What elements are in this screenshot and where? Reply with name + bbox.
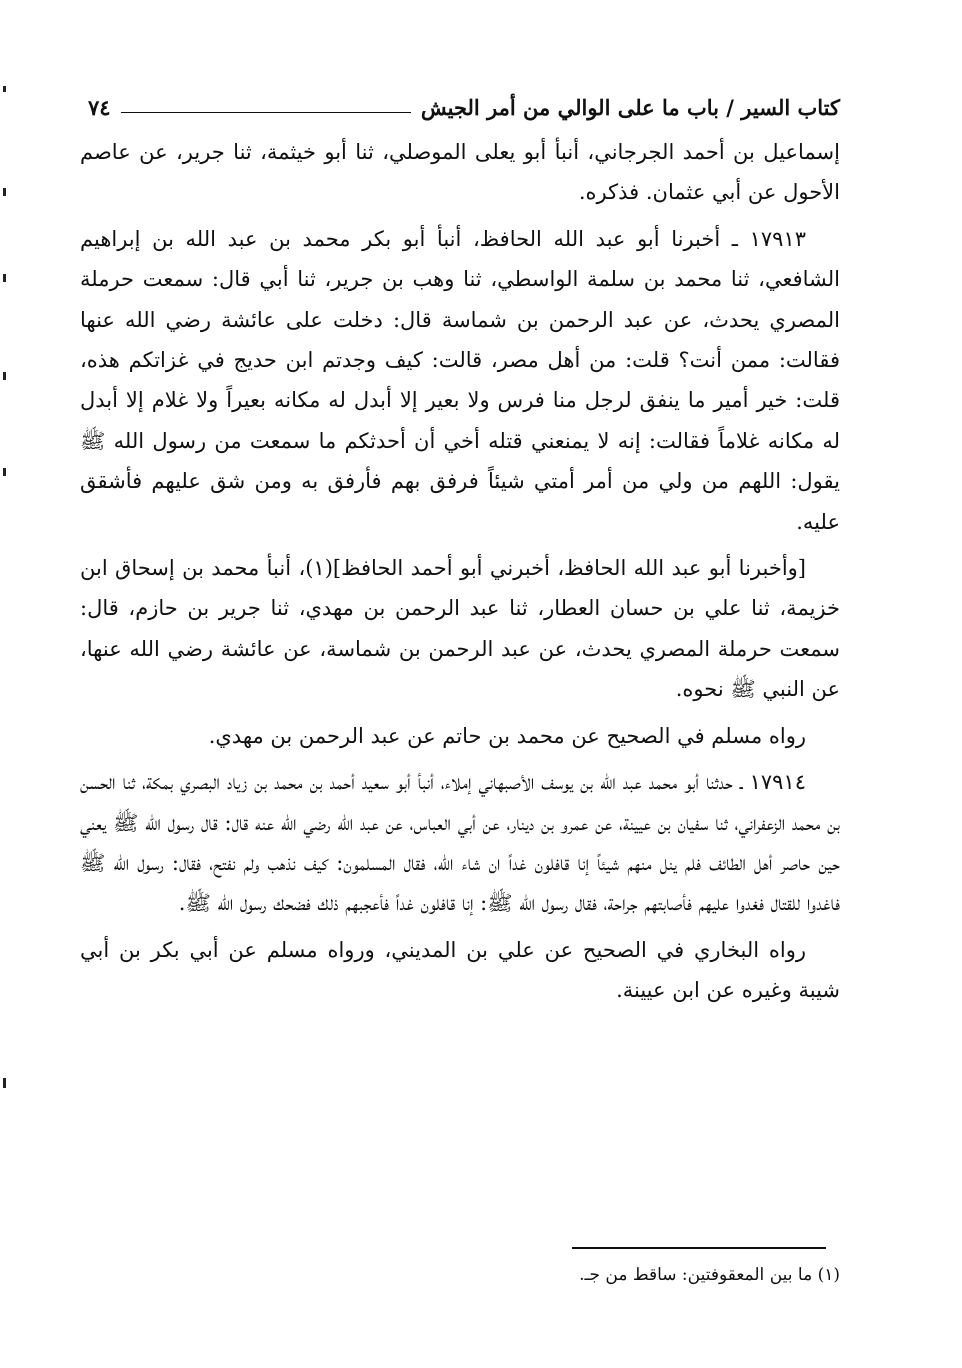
- margin-mark: [3, 86, 6, 92]
- paragraph-bukhari-note: رواه البخاري في الصحيح عن علي بن المديني، ورواه مسلم عن أبي بكر بن أبي شيبة وغيره عن ابن عيينة.: [80, 937, 840, 1003]
- running-title: كتاب السير / باب ما على الوالي من أمر الجيش: [420, 95, 840, 120]
- page-number: ٧٤: [88, 95, 111, 120]
- paragraph-muslim-note: رواه مسلم في الصحيح عن محمد بن حاتم عن عبد الرحمن بن مهدي.: [208, 723, 806, 748]
- main-text: [80, 132, 840, 1017]
- margin-mark: [3, 468, 6, 476]
- margin-mark: [3, 372, 6, 380]
- header-rule: [121, 112, 411, 113]
- margin-mark: [3, 1078, 6, 1088]
- footnote-divider: [572, 1247, 826, 1249]
- margin-mark: [3, 188, 6, 196]
- paragraph-continuation: إسماعيل بن أحمد الجرجاني، أنبأ أبو يعلى الموصلي، ثنا أبو خيثمة، ثنا جرير، عن عاصم الأحول عن أبي عثمان. فذكره.: [80, 140, 840, 205]
- hadith-17913: ١٧٩١٣ ـ أخبرنا أبو عبد الله الحافظ، أنبأ أبو بكر محمد بن عبد الله بن إبراهيم الشافعي، ثنا محمد بن سلمة الواسطي، ثنا وهب بن جرير، ثنا أبي قال: سمعت حرملة المصري يحدث، عن عبد الرحمن بن شماسة قال: دخلت على عائشة رضي الله عنها فقالت: ممن أنت؟ قلت: من أهل مصر، قالت: كيف وجدتم ابن حديج في غزاتكم هذه، قلت: خير أمير ما ينفق لرجل منا فرس ولا بعير إلا أبدل له مكانه بعيراً ولا غلام إلا أبدل له مكانه غلاماً فقالت: إنه لا يمنعني قتله أخي أن أحدثكم ما سمعت من رسول الله ﷺ يقول: اللهم من ولي من أمر أمتي شيئاً فرفق بهم فأرفق به ومن شق عليهم فأشقق عليه.: [80, 226, 840, 534]
- hadith-17914: ١٧٩١٤ ـ حدثنا أبو محمد عبد الله بن يوسف الأصبهاني إملاء، أنبأ أبو سعيد أحمد بن محمد بن زياد البصري بمكة، ثنا الحسن بن محمد الزعفراني، ثنا سفيان بن عيينة، عن عمرو بن دينار، عن أبي العباس، عن عبد الله رضي الله عنه قال: قال رسول الله ﷺ يعني حين حاصر أهل الطائف فلم ينل منهم شيئاً إنا قافلون غداً ان شاء الله، فقال المسلمون: كيف نذهب ولم نفتح، فقال: رسول الله ﷺ فاغدوا للقتال فغدوا عليهم فأصابتهم جراحة، فقال رسول الله ﷺ: إنا قافلون غداً فأعجبهم ذلك فضحك رسول الله ﷺ.: [80, 770, 840, 916]
- margin-mark: [3, 274, 6, 282]
- footnote: (١) ما بين المعقوفتين: ساقط من جـ.: [579, 1265, 840, 1285]
- paragraph-chain: [وأخبرنا أبو عبد الله الحافظ، أخبرني أبو أحمد الحافظ](١)، أنبأ محمد بن إسحاق ابن خزيمة، ثنا علي بن حسان العطار، ثنا عبد الرحمن بن مهدي، ثنا جرير بن حازم، قال: سمعت حرملة المصري يحدث، عن عبد الرحمن بن شماسة، عن عائشة رضي الله عنها، عن النبي ﷺ نحوه.: [80, 556, 840, 702]
- page-header: [88, 86, 840, 120]
